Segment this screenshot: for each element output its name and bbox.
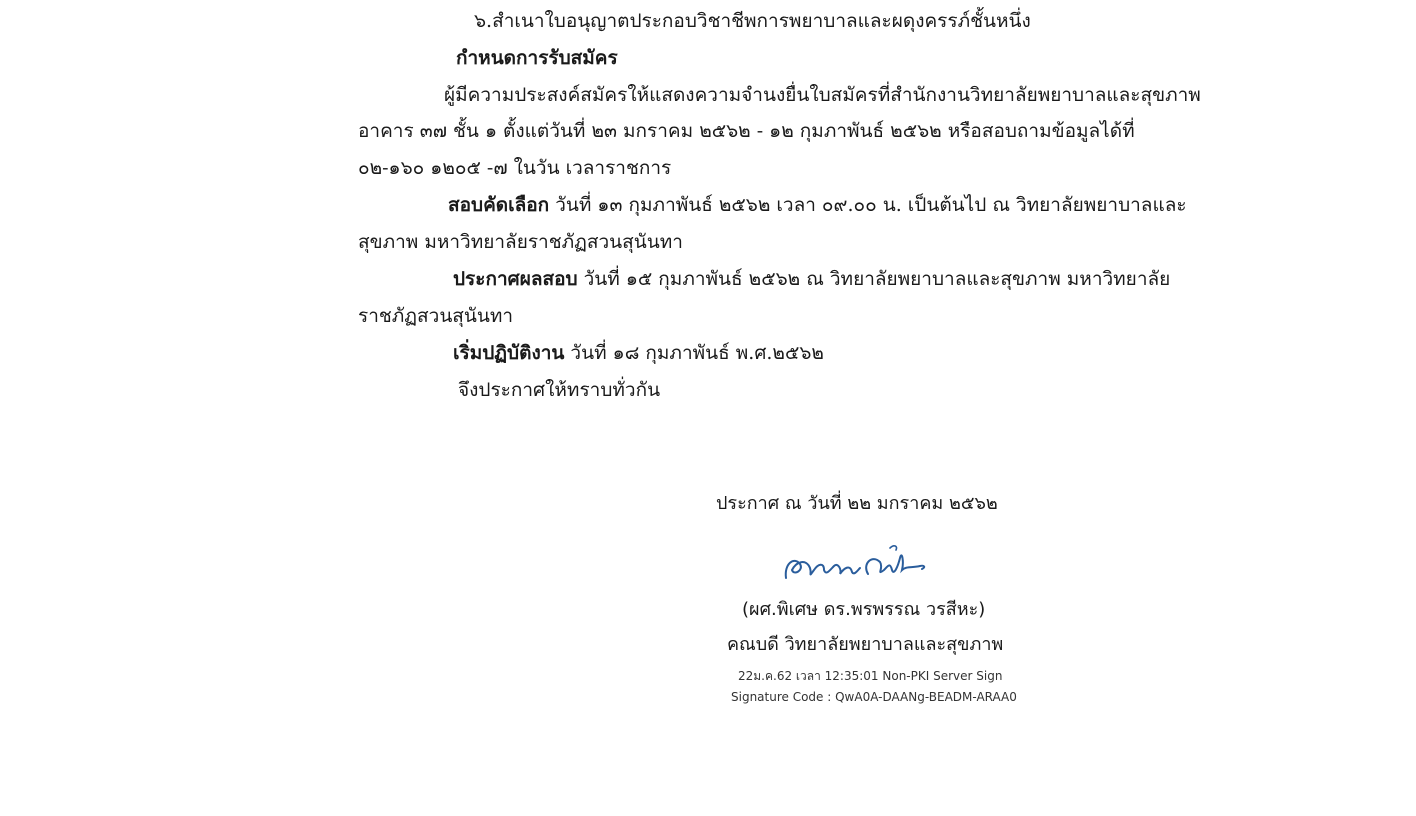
item-6-text: ๖.สำเนาใบอนุญาตประกอบวิชาชีพการพยาบาลและผดุงครรภ์ชั้นหนึ่ง	[474, 10, 1031, 32]
signature-code: Signature Code : QwA0A-DAANg-BEADM-ARAA0	[731, 690, 1017, 704]
handwritten-signature	[780, 540, 930, 590]
exam-paragraph-line-2: สุขภาพ มหาวิทยาลัยราชภัฏสวนสุนันทา	[358, 231, 683, 253]
exam-label: สอบคัดเลือก	[448, 194, 550, 216]
start-text: วันที่ ๑๘ กุมภาพันธ์ พ.ศ.๒๕๖๒	[564, 342, 824, 364]
result-text: วันที่ ๑๕ กุมภาพันธ์ ๒๕๖๒ ณ วิทยาลัยพยาบาลและสุขภาพ มหาวิทยาลัย	[577, 268, 1171, 290]
application-heading: กำหนดการรับสมัคร	[456, 47, 618, 69]
sign-timestamp: 22ม.ค.62 เวลา 12:35:01 Non-PKI Server Sign	[738, 669, 1003, 683]
start-work-line	[453, 340, 824, 366]
result-paragraph-line-1	[453, 266, 1171, 292]
result-label: ประกาศผลสอบ	[453, 268, 578, 290]
application-line-2: อาคาร ๓๗ ชั้น ๑ ตั้งแต่วันที่ ๒๓ มกราคม ๒๕๖๒ - ๑๒ กุมภาพันธ์ ๒๕๖๒ หรือสอบถามข้อมูลได้ที่	[358, 120, 1135, 142]
announcement-date: ประกาศ ณ วันที่ ๒๒ มกราคม ๒๕๖๒	[716, 493, 998, 514]
application-line-3: ๐๒-๑๖๐ ๑๒๐๕ -๗ ในวัน เวลาราชการ	[358, 157, 672, 179]
closing-text: จึงประกาศให้ทราบทั่วกัน	[458, 379, 661, 401]
start-label: เริ่มปฏิบัติงาน	[453, 342, 565, 364]
exam-text: วันที่ ๑๓ กุมภาพันธ์ ๒๕๖๒ เวลา ๐๙.๐๐ น. เป็นต้นไป ณ วิทยาลัยพยาบาลและ	[549, 194, 1187, 216]
exam-paragraph-line-1	[448, 192, 1187, 218]
signer-name: (ผศ.พิเศษ ดร.พรพรรณ วรสีหะ)	[742, 599, 986, 620]
result-paragraph-line-2: ราชภัฏสวนสุนันทา	[358, 305, 514, 327]
application-line-1: ผู้มีความประสงค์สมัครให้แสดงความจำนงยื่นใบสมัครที่สำนักงานวิทยาลัยพยาบาลและสุขภาพ	[444, 84, 1201, 106]
signer-position: คณบดี วิทยาลัยพยาบาลและสุขภาพ	[727, 634, 1004, 655]
